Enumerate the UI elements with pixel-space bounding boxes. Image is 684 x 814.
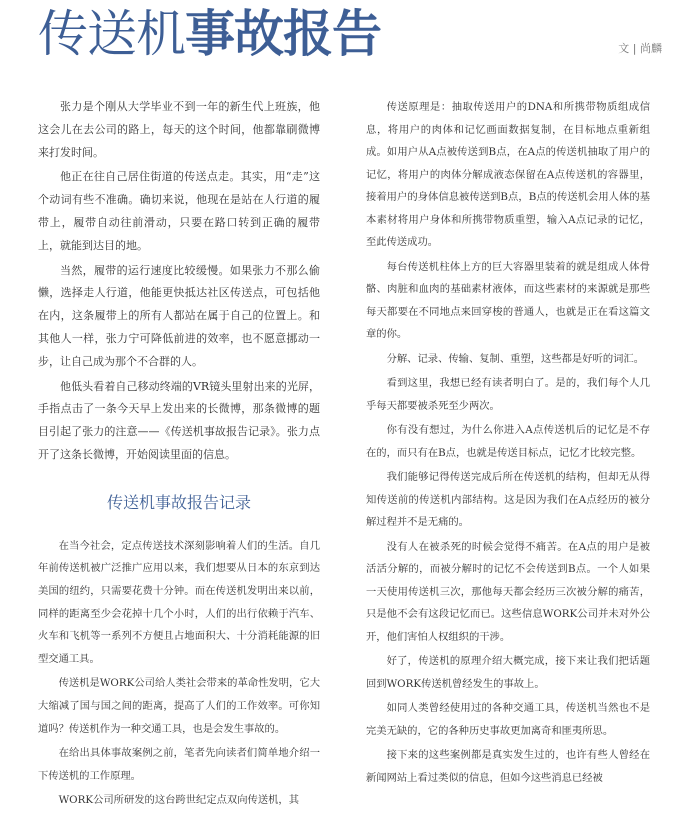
section-paragraph: 看到这里，我想已经有读者明白了。是的，我们每个人几乎每天都要被杀死至少两次。 — [366, 377, 650, 412]
section-paragraph: 没有人在被杀死的时候会觉得不痛苦。在A点的用户是被活活分解的，而被分解时的记忆不会传送到B点。一个人如果一天使用传送机三次，那他每天都会经历三次被分解的痛苦，只是他不会有这段记忆而已。这些信息WORK公司并未对外公开，他们害怕人权组织的干涉。 — [366, 540, 650, 643]
section-paragraph: 在给出具体事故案例之前，笔者先向读者们简单地介绍一下传送机的工作原理。 — [38, 747, 320, 782]
intro-paragraph: 他低头看着自己移动终端的VR镜头里射出来的光屏，手指点击了一条今天早上发出来的长微博，那条微博的题目引起了张力的注意——《传送机事故报告记录》。张力点开了这条长微博，开始阅读里面的信息。 — [38, 379, 320, 461]
section-paragraph: 接下来的这些案例都是真实发生过的，也许有些人曾经在新闻网站上看过类似的信息，但如今这些消息已经被 — [366, 749, 650, 784]
section-paragraph: WORK公司所研发的这台跨世纪定点双向传送机，其 — [58, 794, 300, 807]
section-paragraph: 传送原理是：抽取传送用户的DNA和所携带物质组成信息，将用户的肉体和记忆画面数据复制，在目标地点重新组成。如用户从A点被传送到B点，在A点的传送机抽取了用户的记忆，将用户的肉体分解成液态保留在A点传送机的容器里，接着用户的身体信息被传送到B点，B点的传送机会用人体的基本素材将用户身体和所携带物质重塑，输入A点记录的记忆，至此传送成功。 — [366, 101, 650, 248]
intro-paragraph: 张力是个刚从大学毕业不到一年的新生代上班族，他这会儿在去公司的路上，每天的这个时间，他都靠刷微博来打发时间。 — [38, 100, 320, 159]
right-column — [366, 96, 650, 791]
section-paragraph: 在当今社会，定点传送技术深刻影响着人们的生活。自几年前传送机被广泛推广应用以来，我们想要从日本的东京到达美国的纽约，只需要花费十分钟。而在传送机发明出来以前，同样的距离至少会花掉十几个小时，人们的出行依赖于汽车、火车和飞机等一系列不方便且占地面积大、十分消耗能源的旧型交通工具。 — [38, 539, 320, 665]
article-title-part1: 传送机 — [38, 5, 185, 63]
article-title-part2: 事故报告 — [185, 5, 381, 63]
intro-paragraph: 当然，履带的运行速度比较缓慢。如果张力不那么偷懒，选择走人行道，他能更快抵达社区传送点，可包括他在内，这条履带上的所有人都站在属于自己的位置上。和其他人一样，张力宁可降低前进的效率，也不愿意挪动一步，让自己成为那个不合群的人。 — [38, 263, 320, 368]
section-paragraph: 好了，传送机的原理介绍大概完成，接下来让我们把话题回到WORK传送机曾经发生的事故上。 — [366, 655, 650, 690]
byline: 文 | 尚麟 — [618, 42, 662, 55]
section-title: 传送机事故报告记录 — [106, 492, 251, 512]
section-body-left — [38, 535, 320, 812]
article-title — [38, 4, 381, 64]
section-paragraph: 如同人类曾经使用过的各种交通工具，传送机当然也不是完美无缺的，它的各种历史事故更加离奇和匪夷所思。 — [366, 702, 650, 737]
section-paragraph: 你有没有想过，为什么你进入A点传送机后的记忆是不存在的，而只有在B点，也就是传送目标点，记忆才比较完整。 — [366, 424, 650, 459]
left-column — [38, 96, 320, 814]
intro-section — [38, 96, 320, 467]
section-paragraph: 每台传送机柱体上方的巨大容器里装着的就是组成人体骨骼、肉脏和血肉的基础素材液体，而这些素材的来源就是那些每天都要在不同地点来回穿梭的普通人，也就是正在看这篇文章的你。 — [366, 260, 650, 340]
section-paragraph: 分解、记录、传输、复制、重塑，这些都是好听的词汇。 — [386, 352, 645, 365]
section-paragraph: 我们能够记得传送完成后所在传送机的结构，但却无从得知传送前的传送机内部结构。这是因为我们在A点经历的被分解过程并不是无痛的。 — [366, 471, 650, 528]
section-paragraph: 传送机是WORK公司给人类社会带来的革命性发明，它大大缩减了国与国之间的距离，提高了人们的工作效率。可你知道吗？传送机作为一种交通工具，也是会发生事故的。 — [38, 677, 320, 735]
intro-paragraph: 他正在往自己居住街道的传送点走。其实，用“走”这个动词有些不准确。确切来说，他现在是站在人行道的履带上，履带自动往前滑动，只要在路口转到正确的履带上，就能到达目的地。 — [38, 170, 320, 252]
